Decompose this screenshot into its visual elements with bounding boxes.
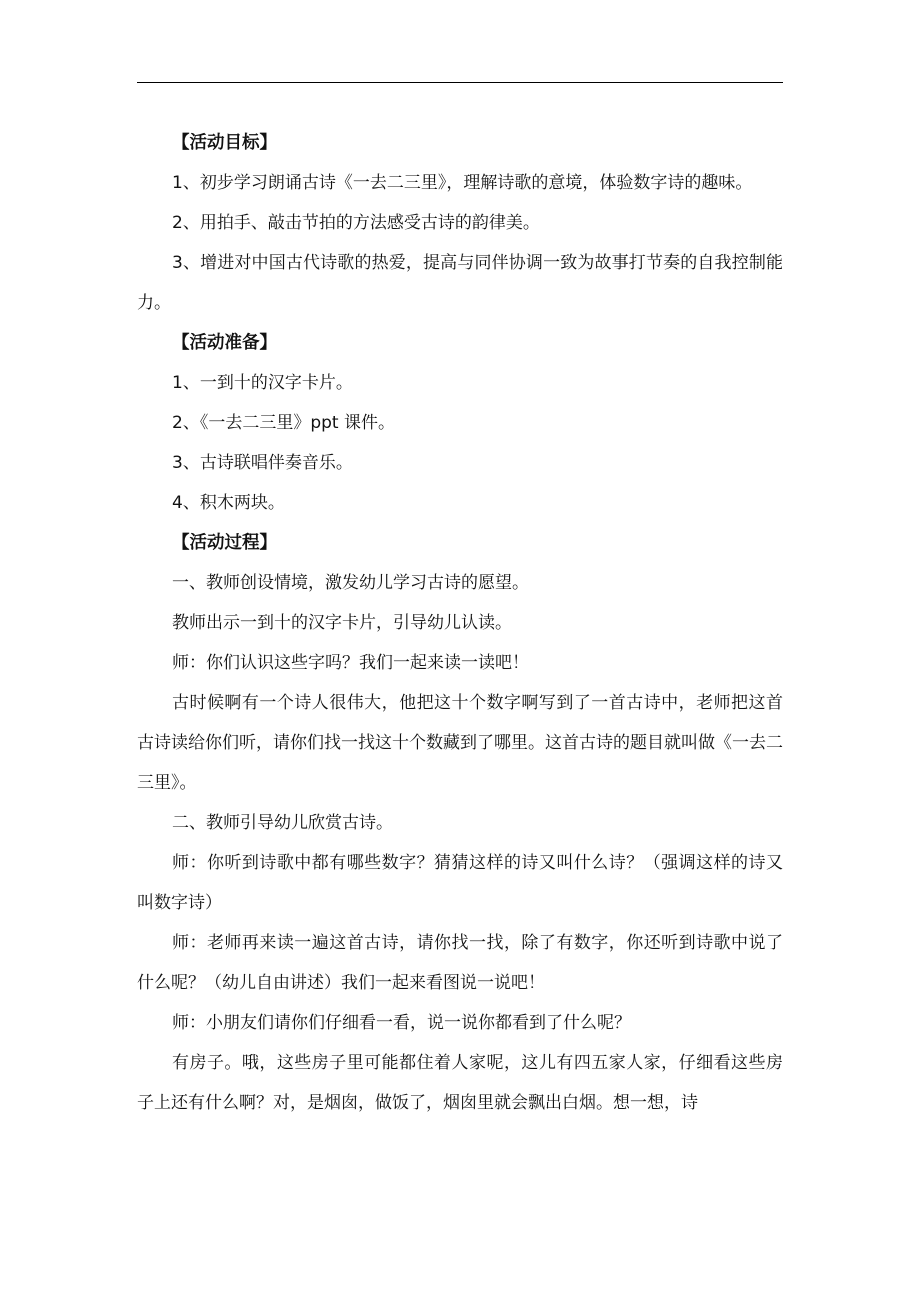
document-body (137, 123, 783, 1123)
paragraph: 1、一到十的汉字卡片。 (172, 373, 353, 393)
section-process (137, 523, 783, 1123)
header-rule (137, 82, 783, 83)
section-goals (137, 123, 783, 323)
section-heading: 【活动过程】 (172, 533, 277, 553)
paragraph: 古时候啊有一个诗人很伟大，他把这十个数字啊写到了一首古诗中，老师把这首古诗读给你们听，请你们找一找这十个数藏到了哪里。这首古诗的题目就叫做《一去二三里》。 (137, 693, 783, 793)
paragraph: 师：你听到诗歌中都有哪些数字？猜猜这样的诗又叫什么诗？（强调这样的诗又叫数字诗） (137, 853, 783, 913)
paragraph: 师：小朋友们请你们仔细看一看，说一说你都看到了什么呢？ (172, 1013, 631, 1033)
paragraph: 二、教师引导幼儿欣赏古诗。 (172, 813, 393, 833)
paragraph: 3、增进对中国古代诗歌的热爱，提高与同伴协调一致为故事打节奏的自我控制能力。 (137, 253, 783, 313)
paragraph: 有房子。哦，这些房子里可能都住着人家呢，这儿有四五家人家，仔细看这些房子上还有什么啊？对，是烟囱，做饭了，烟囱里就会飘出白烟。想一想，诗 (137, 1053, 783, 1113)
section-heading: 【活动目标】 (172, 133, 277, 153)
section-preparation (137, 323, 783, 523)
paragraph: 3、古诗联唱伴奏音乐。 (172, 453, 353, 473)
section-heading: 【活动准备】 (172, 333, 277, 353)
paragraph: 1、初步学习朗诵古诗《一去二三里》，理解诗歌的意境，体验数字诗的趣味。 (172, 173, 753, 193)
paragraph: 4、积木两块。 (172, 493, 285, 513)
paragraph: 师：老师再来读一遍这首古诗，请你找一找，除了有数字，你还听到诗歌中说了什么呢？（幼儿自由讲述）我们一起来看图说一说吧！ (137, 933, 783, 993)
paragraph: 师：你们认识这些字吗？我们一起来读一读吧！ (172, 653, 529, 673)
paragraph: 2、《一去二三里》ppt 课件。 (172, 413, 395, 433)
paragraph: 一、教师创设情境，激发幼儿学习古诗的愿望。 (172, 573, 529, 593)
paragraph: 2、用拍手、敲击节拍的方法感受古诗的韵律美。 (172, 213, 540, 233)
paragraph: 教师出示一到十的汉字卡片，引导幼儿认读。 (172, 613, 512, 633)
